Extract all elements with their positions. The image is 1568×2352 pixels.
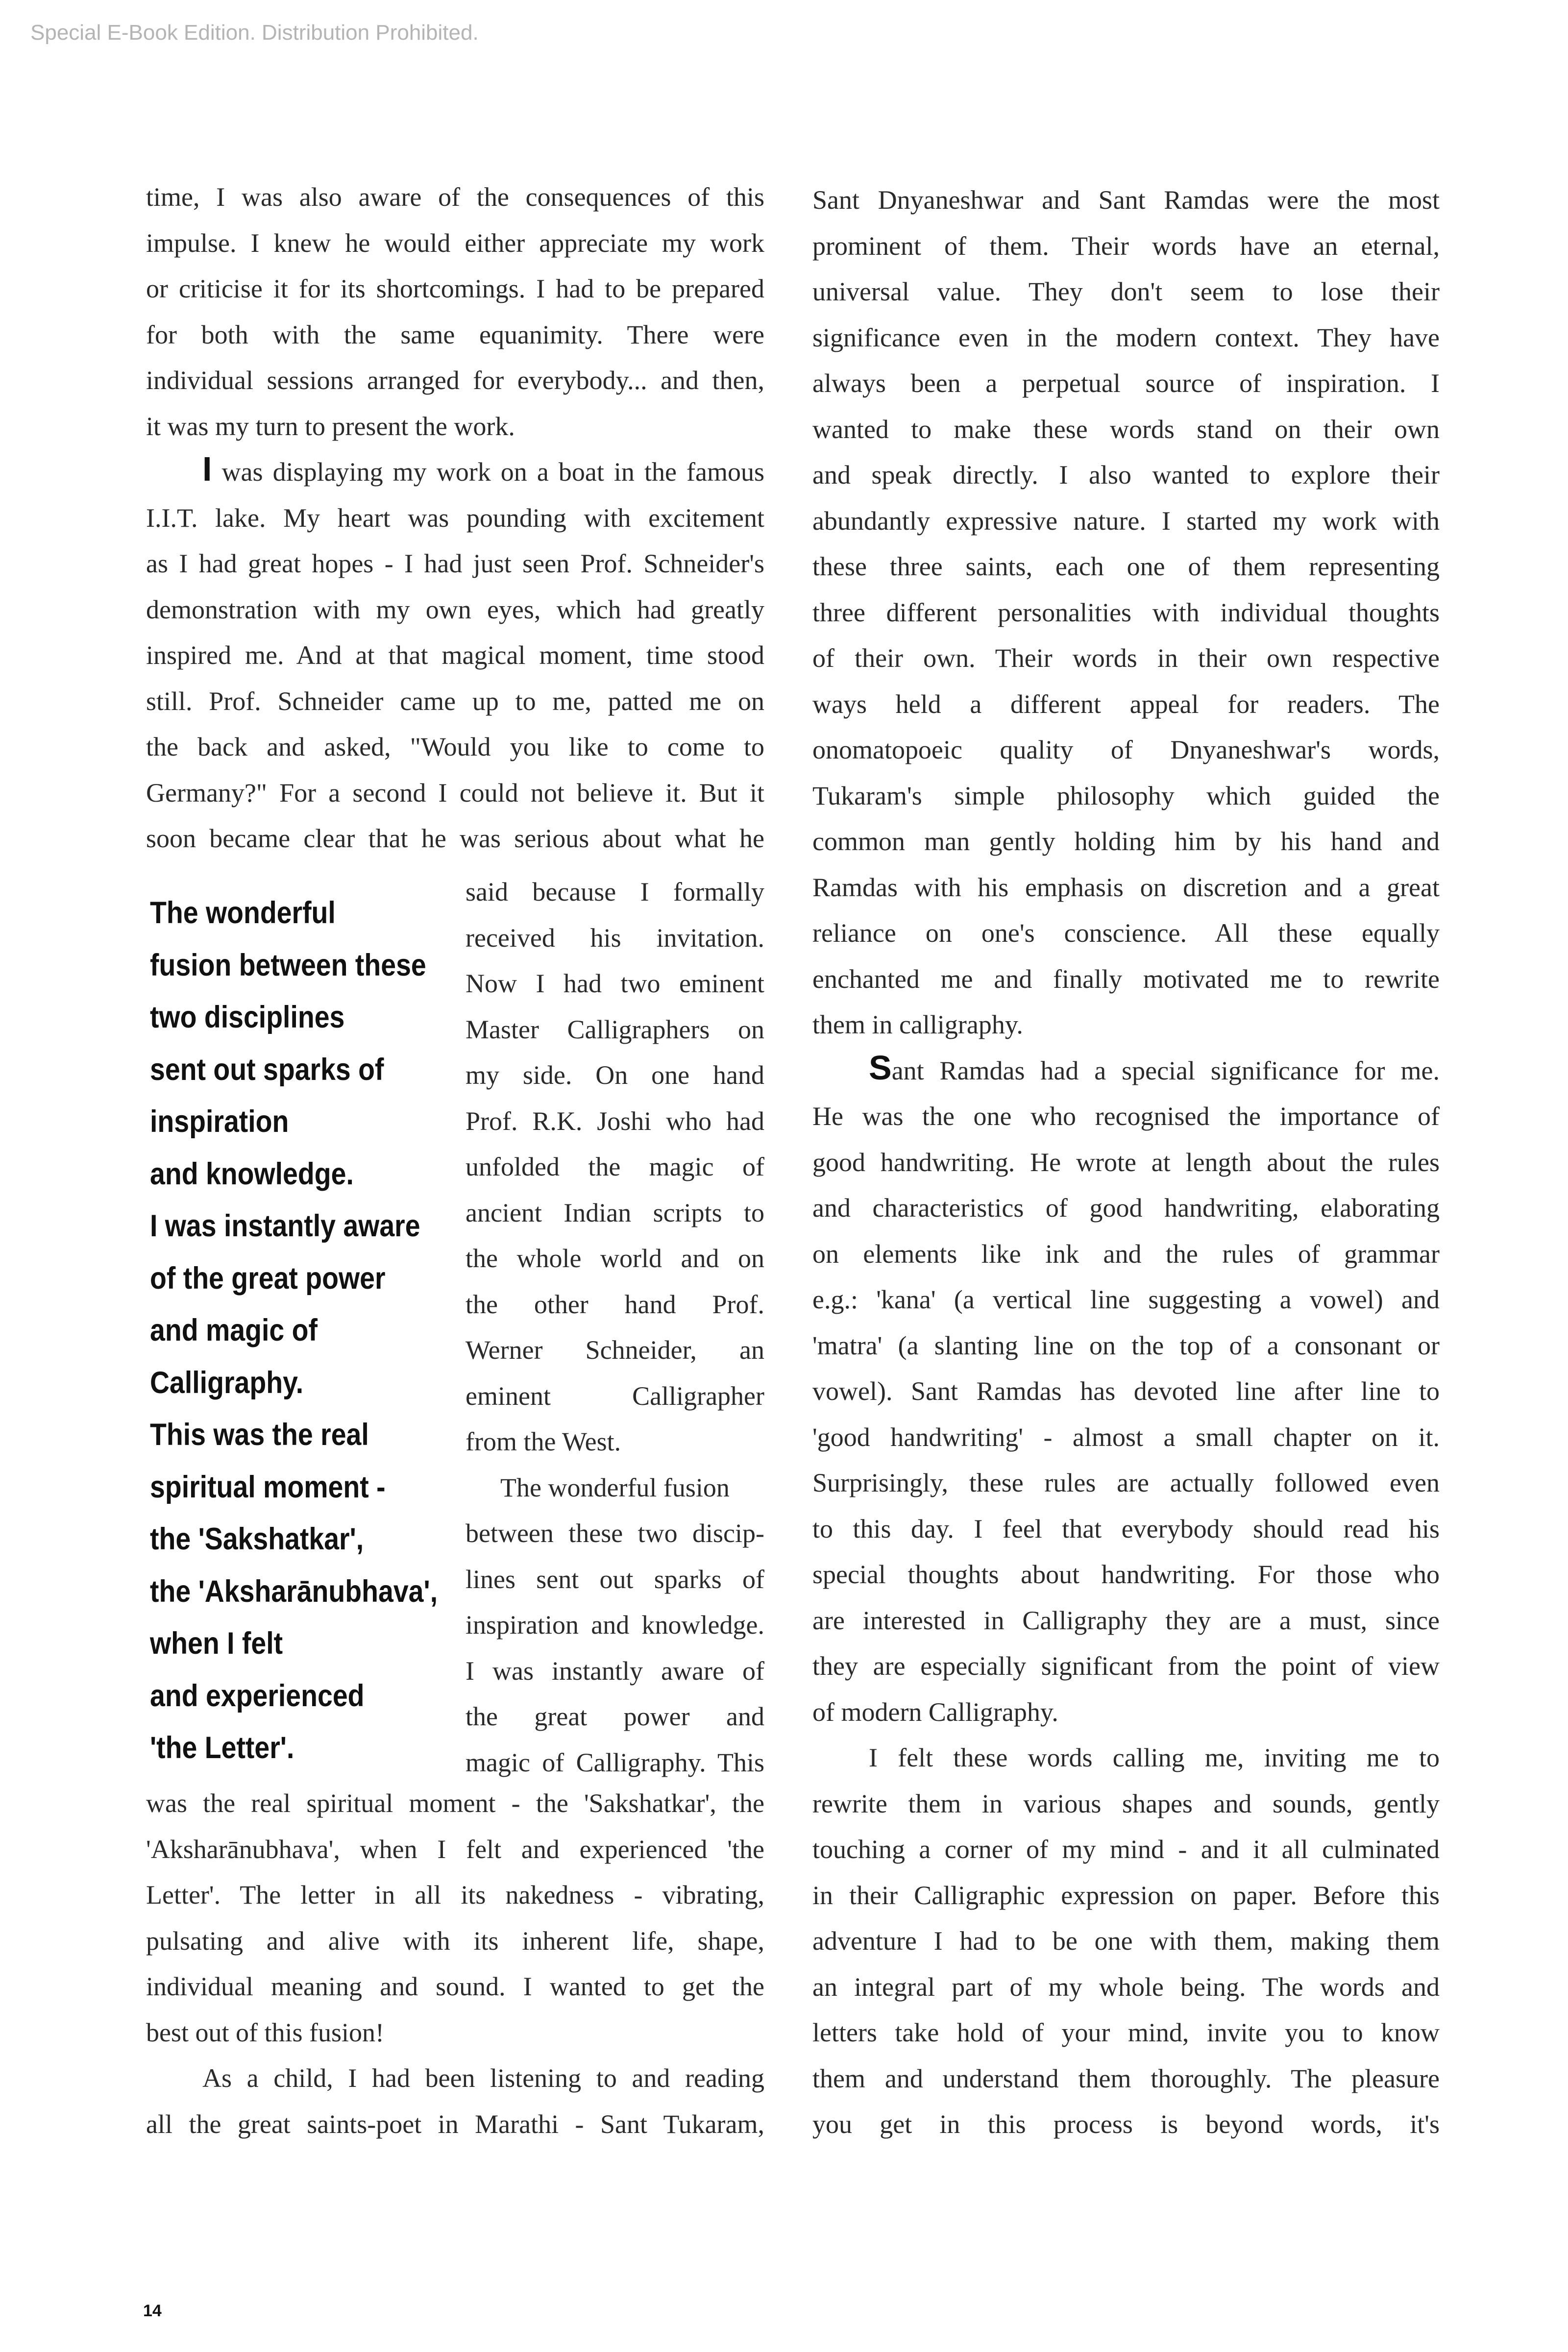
text-line: impulse. I knew he would either appreciate my work: [146, 228, 764, 258]
pull-quote-line: I was instantly aware: [150, 1209, 420, 1243]
text-line: said because I formally: [466, 877, 764, 906]
text-line: I.I.T. lake. My heart was pounding with excitement: [146, 503, 764, 533]
text-line: Germany?" For a second I could not believe it. But it: [146, 778, 764, 808]
text-line: letters take hold of your mind, invite you to know: [812, 2018, 1440, 2047]
text-line: He was the one who recognised the importance of: [812, 1102, 1440, 1131]
paragraph-first-line: [146, 449, 764, 495]
text-line: the whole world and on: [466, 1244, 764, 1273]
text-line: they are especially significant from the point of view: [812, 1651, 1440, 1681]
text-line: on elements like ink and the rules of grammar: [812, 1239, 1440, 1269]
pull-quote-line: 'the Letter'.: [150, 1731, 294, 1765]
pull-quote-line: spiritual moment -: [150, 1470, 386, 1504]
text-line: Werner Schneider, an: [466, 1335, 764, 1365]
text-line: soon became clear that he was serious about what he: [146, 824, 764, 853]
text-line: Surprisingly, these rules are actually followed even: [812, 1468, 1440, 1497]
narrow-column: [466, 869, 764, 1786]
text-line: the other hand Prof.: [466, 1289, 764, 1319]
text-line: and characteristics of good handwriting, elaborating: [812, 1193, 1440, 1223]
pull-quote-line: fusion between these: [150, 948, 426, 982]
pull-quote-line: when I felt: [150, 1626, 283, 1661]
text-line: touching a corner of my mind - and it all culminated: [812, 1835, 1440, 1864]
text-line: common man gently holding him by his hand and: [812, 827, 1440, 856]
text-line: and speak directly. I also wanted to explore their: [812, 460, 1440, 490]
text-line: ancient Indian scripts to: [466, 1198, 764, 1227]
paragraph-first-line: [812, 1048, 1440, 1094]
text-line: good handwriting. He wrote at length about the rules: [812, 1147, 1440, 1177]
text-line: The wonderful fusion: [500, 1472, 730, 1502]
text-line: them and understand them thoroughly. The pleasure: [812, 2063, 1440, 2093]
text-line: them in calligraphy.: [812, 1010, 1023, 1039]
pull-quote-line: two disciplines: [150, 1000, 345, 1034]
pull-quote: [150, 887, 438, 1774]
text-line: received his invitation.: [466, 923, 764, 953]
text-line: eminent Calligrapher: [466, 1381, 764, 1411]
right-column: [812, 177, 1440, 2148]
drop-cap: I: [202, 450, 212, 488]
text-line: you get in this process is beyond words, it's: [812, 2109, 1440, 2139]
text-line: to this day. I feel that everybody should read his: [812, 1514, 1440, 1544]
text-line: individual sessions arranged for everybody... and then,: [146, 366, 764, 395]
text-line: 'Aksharānubhava', when I felt and experienced 'the: [146, 1834, 764, 1864]
drop-cap: S: [869, 1048, 892, 1087]
page-number: 14: [143, 2302, 162, 2320]
text-line: Sant Dnyaneshwar and Sant Ramdas were the most: [812, 185, 1440, 215]
text-line: inspiration and knowledge.: [466, 1610, 764, 1640]
text-line: inspired me. And at that magical moment, time stood: [146, 640, 764, 670]
text-fragment: was displaying my work on a boat in the famous: [212, 457, 764, 487]
text-line: onomatopoeic quality of Dnyaneshwar's words,: [812, 735, 1440, 764]
text-line: Tukaram's simple philosophy which guided the: [812, 781, 1440, 810]
text-line: of their own. Their words in their own respective: [812, 643, 1440, 673]
text-line: Now I had two eminent: [466, 969, 764, 998]
text-line: Prof. R.K. Joshi who had: [466, 1106, 764, 1136]
text-line: As a child, I had been listening to and reading: [202, 2063, 764, 2093]
text-line: still. Prof. Schneider came up to me, patted me on: [146, 686, 764, 716]
text-line: between these two discip-: [466, 1519, 764, 1548]
text-line: demonstration with my own eyes, which had greatly: [146, 594, 764, 624]
pull-quote-line: inspiration: [150, 1104, 289, 1139]
pull-quote-line: sent out sparks of: [150, 1052, 384, 1087]
text-line: prominent of them. Their words have an eternal,: [812, 231, 1440, 261]
text-line: Letter'. The letter in all its nakedness - vibrating,: [146, 1880, 764, 1910]
text-line: or criticise it for its shortcomings. I had to be prepared: [146, 274, 764, 303]
pull-quote-line: and experienced: [150, 1678, 365, 1713]
watermark-text: Special E-Book Edition. Distribution Prohibited.: [30, 21, 479, 45]
text-line: best out of this fusion!: [146, 2017, 384, 2047]
pull-quote-line: and magic of: [150, 1313, 318, 1348]
text-line: always been a perpetual source of inspiration. I: [812, 368, 1440, 398]
text-line: adventure I had to be one with them, making them: [812, 1926, 1440, 1956]
pull-quote-line: The wonderful: [150, 896, 336, 930]
pull-quote-line: the 'Sakshatkar',: [150, 1522, 364, 1556]
text-line: special thoughts about handwriting. For those who: [812, 1560, 1440, 1589]
text-line: pulsating and alive with its inherent life, shape,: [146, 1926, 764, 1956]
pull-quote-line: and knowledge.: [150, 1156, 354, 1191]
text-line: the great power and: [466, 1702, 764, 1731]
text-line: rewrite them in various shapes and sounds, gently: [812, 1788, 1440, 1818]
pull-quote-line: of the great power: [150, 1261, 386, 1296]
pull-quote-line: Calligraphy.: [150, 1365, 304, 1400]
text-line: in their Calligraphic expression on paper. Before this: [812, 1880, 1440, 1910]
pull-quote-line: This was the real: [150, 1418, 369, 1452]
text-line: universal value. They don't seem to lose their: [812, 277, 1440, 306]
text-line: three different personalities with individual thoughts: [812, 597, 1440, 627]
text-line: my side. On one hand: [466, 1060, 764, 1090]
text-line: abundantly expressive nature. I started my work with: [812, 506, 1440, 536]
text-line: wanted to make these words stand on their own: [812, 414, 1440, 444]
text-line: it was my turn to present the work.: [146, 411, 515, 441]
text-fragment: ant Ramdas had a special significance for me.: [891, 1055, 1440, 1085]
text-line: are interested in Calligraphy they are a must, since: [812, 1605, 1440, 1635]
text-line: as I had great hopes - I had just seen Prof. Schneider's: [146, 549, 764, 578]
left-column-top: [146, 174, 764, 862]
text-line: time, I was also aware of the consequences of this: [146, 182, 764, 212]
text-line: from the West.: [466, 1427, 621, 1456]
text-line: unfolded the magic of: [466, 1152, 764, 1181]
text-line: I felt these words calling me, inviting me to: [869, 1743, 1440, 1772]
pull-quote-line: the 'Aksharānubhava',: [150, 1574, 438, 1609]
text-line: was the real spiritual moment - the 'Sakshatkar', the: [146, 1788, 764, 1818]
text-line: vowel). Sant Ramdas has devoted line after line to: [812, 1376, 1440, 1406]
text-line: ways held a different appeal for readers. The: [812, 689, 1440, 719]
text-line: reliance on one's conscience. All these equally: [812, 918, 1440, 948]
text-line: 'good handwriting' - almost a small chapter on it.: [812, 1422, 1440, 1452]
text-line: 'matra' (a slanting line on the top of a consonant or: [812, 1330, 1440, 1360]
text-line: the back and asked, "Would you like to come to: [146, 732, 764, 761]
text-line: enchanted me and finally motivated me to rewrite: [812, 964, 1440, 994]
text-line: an integral part of my whole being. The words and: [812, 1972, 1440, 2002]
text-line: Master Calligraphers on: [466, 1014, 764, 1044]
text-line: e.g.: 'kana' (a vertical line suggesting a vowel) and: [812, 1285, 1440, 1314]
text-line: I was instantly aware of: [466, 1656, 764, 1686]
text-line: all the great saints-poet in Marathi - Sant Tukaram,: [146, 2109, 764, 2139]
text-line: of modern Calligraphy.: [812, 1697, 1058, 1727]
text-line: individual meaning and sound. I wanted to get the: [146, 1972, 764, 2001]
text-line: lines sent out sparks of: [466, 1564, 764, 1594]
text-line: for both with the same equanimity. There were: [146, 319, 764, 349]
text-line: magic of Calligraphy. This: [466, 1747, 764, 1777]
text-line: significance even in the modern context. They have: [812, 322, 1440, 352]
text-line: Ramdas with his emphasis on discretion and a great: [812, 872, 1440, 902]
text-line: these three saints, each one of them representing: [812, 552, 1440, 581]
left-column-bottom: [146, 1781, 764, 2147]
